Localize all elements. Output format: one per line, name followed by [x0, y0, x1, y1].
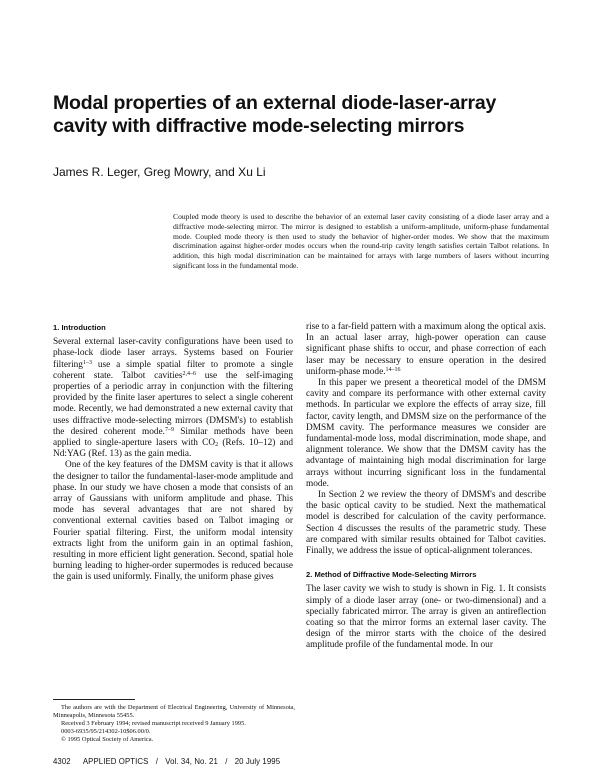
- journal-volume: Vol. 34, No. 21: [165, 757, 218, 766]
- co2-subscript: 2: [215, 442, 219, 449]
- citation-1: 1–3: [82, 359, 92, 366]
- footnote-received: Received 3 February 1994; revised manuscript received 9 January 1995.: [61, 720, 246, 728]
- title-line-1: Modal properties of an external diode-laser-array: [53, 92, 497, 114]
- footnote-affiliation: The authors are with the Department of Electrical Engineering, University of Minnesota, Minneapolis, Minnesota 55455.: [53, 704, 295, 720]
- citation-3: 7–9: [164, 426, 174, 433]
- section-1-heading: 1. Introduction: [53, 323, 106, 332]
- title-line-2: cavity with diffractive mode-selecting mirrors: [53, 115, 465, 137]
- footnotes: [53, 704, 295, 744]
- article-title: [53, 92, 553, 138]
- footnote-code: 0003-6935/95/214302-10$06.00/0.: [61, 728, 151, 736]
- footnote-copyright: © 1995 Optical Society of America.: [61, 736, 154, 744]
- citation-2: 2,4–6: [182, 370, 196, 377]
- footnote-divider: [53, 699, 135, 700]
- page-number: 4302: [53, 757, 71, 766]
- left-column: [53, 322, 293, 584]
- intro-paragraph-continued: rise to a far-field pattern with a maximum along the optical axis. In an actual laser array, high-power operation can cause significant phase shifts to occur, and phase correction of each laser may be necessary to ensure operation in the desired uniform-phase mode.$^{14-16}$: [306, 322, 546, 377]
- intro-paragraph-1: Several external laser-cavity configurations have been used to phase-lock diode laser arrays. Systems based on Fourier filtering$^{1-3}$ use a simple spatial filter to promote a single coherent state. Talbot cavities$^{2,4-6}$ use the self-imaging properties of a periodic array in conjunction with the filtering provided by the finite laser apertures to select a single coherent mode. Recently, we had demonstrated a new external cavity that uses diffractive mode-selecting mirrors (DMSM's) to establish the desired coherent mode.$^{7-9}$ Similar methods have been applied to single-aperture lasers with $CO_2$ (Refs. 10–12) and Nd:YAG (Ref. 13) as the gain media.: [53, 337, 293, 460]
- journal-name: APPLIED OPTICS: [82, 757, 149, 766]
- intro-paragraph-3: In this paper we present a theoretical model of the DMSM cavity and compare its performance with other external cavity methods. In particular we explore the effects of array size, fill factor, cavity length, and DMSM size on the performance of the DMSM cavity. The performance measures we consider are fundamental-mode loss, modal discrimination, mode shape, and alignment tolerance. We show that the DMSM cavity has the advantage of maintaining high modal discrimination for large arrays without incurring significant loss in the fundamental mode.: [306, 378, 546, 489]
- section-2-heading: 2. Method of Diffractive Mode-Selecting Mirrors: [306, 570, 477, 580]
- right-column: [306, 322, 546, 652]
- method-paragraph-1: The laser cavity we wish to study is shown in Fig. 1. It consists simply of a diode laser array (one- or two-dimensional) and a specially fabricated mirror. The array is given an antireflection coating so that the mirror forms an external laser cavity. The design of the mirror starts with the choice of the desired amplitude profile of the fundamental mode. In our: [306, 584, 546, 651]
- intro-paragraph-2: One of the key features of the DMSM cavity is that it allows the designer to tailor the fundamental-laser-mode amplitude and phase. In our study we have chosen a mode that consists of an array of Gaussians with uniform amplitude and phase. This mode has several advantages that are not shared by conventional external cavities based on Talbot imaging or Fourier spatial filtering. First, the uniform modal intensity extracts light from the uniform gain in an optimal fashion, resulting in more efficient light generation. Second, spatial hole burning leading to higher-order supermodes is reduced because the gain is used uniformly. Finally, the uniform phase gives: [53, 460, 293, 583]
- page-footer: 4302 APPLIED OPTICS / Vol. 34, No. 21 / 20 July 1995: [53, 757, 281, 766]
- author-list: James R. Leger, Greg Mowry, and Xu Li: [53, 165, 266, 179]
- intro-paragraph-4: In Section 2 we review the theory of DMSM's and describe the basic optical cavity to be studied. Next the mathematical model is described for calculation of the cavity performance. Section 4 discusses the results of the parametric study. These are compared with similar results obtained for Talbot cavities. Finally, we address the issue of optical-alignment tolerances.: [306, 490, 546, 557]
- issue-date: 20 July 1995: [234, 757, 281, 766]
- abstract: Coupled mode theory is used to describe the behavior of an external laser cavity consisting of a diode laser array and a diffractive mode-selecting mirror. The mirror is designed to establish a uniform-amplitude, uniform-phase fundamental mode. Coupled mode theory is then used to study the behavior of higher-order modes. We show that the maximum discrimination against higher-order modes occurs when the round-trip cavity length satisfies certain Talbot relations. In addition, this high modal discrimination can be maintained for arrays with large numbers of lasers without incurring significant loss in the fundamental mode.: [173, 212, 549, 270]
- citation-4: 14–16: [385, 366, 401, 373]
